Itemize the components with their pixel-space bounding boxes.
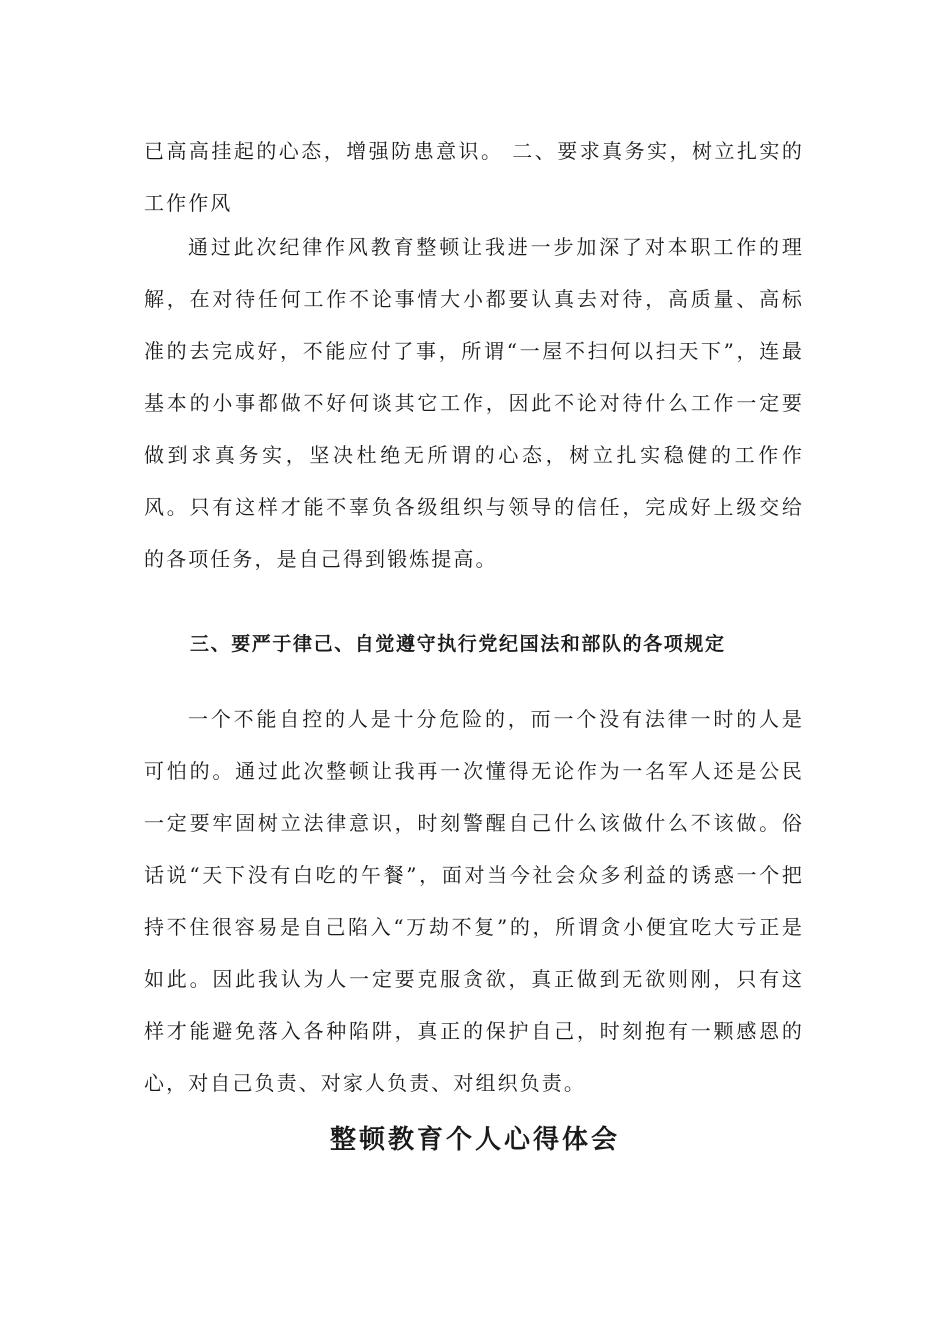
paragraph-work-style: 通过此次纪律作风教育整顿让我进一步加深了对本职工作的理解，在对待任何工作不论事情大小都要认真去对待，高质量、高标准的去完成好，不能应付了事，所谓“一屋不扫何以扫天下”，连最基本的小事都做不好何谈其它工作，因此不论对待什么工作一定要做到求真务实，坚决杜绝无所谓的心态，树立扎实稳健的工作作风。只有这样才能不辜负各级组织与领导的信任，完成好上级交给的各项任务，是自己得到锻炼提高。	[144, 235, 804, 571]
document-title: 整顿教育个人心得体会	[329, 1125, 620, 1155]
paragraph-continuation: 已高高挂起的心态，增强防患意识。 二、要求真务实，树立扎实的工作作风	[144, 139, 804, 215]
section-heading-discipline: 三、要严于律己、自觉遵守执行党纪国法和部队的各项规定	[190, 633, 726, 655]
paragraph-self-discipline: 一个不能自控的人是十分危险的，而一个没有法律一时的人是可怕的。通过此次整顿让我再一次懂得无论作为一名军人还是公民一定要牢固树立法律意识，时刻警醒自己什么该做什么不该做。俗话说“天下没有白吃的午餐”，面对当今社会众多利益的诱惑一个把持不住很容易是自己陷入“万劫不复”的，所谓贪小便宜吃大亏正是如此。因此我认为人一定要克服贪欲，真正做到无欲则刚，只有这样才能避免落入各种陷阱，真正的保护自己，时刻抱有一颗感恩的心，对自己负责、对家人负责、对组织负责。	[144, 707, 804, 1095]
